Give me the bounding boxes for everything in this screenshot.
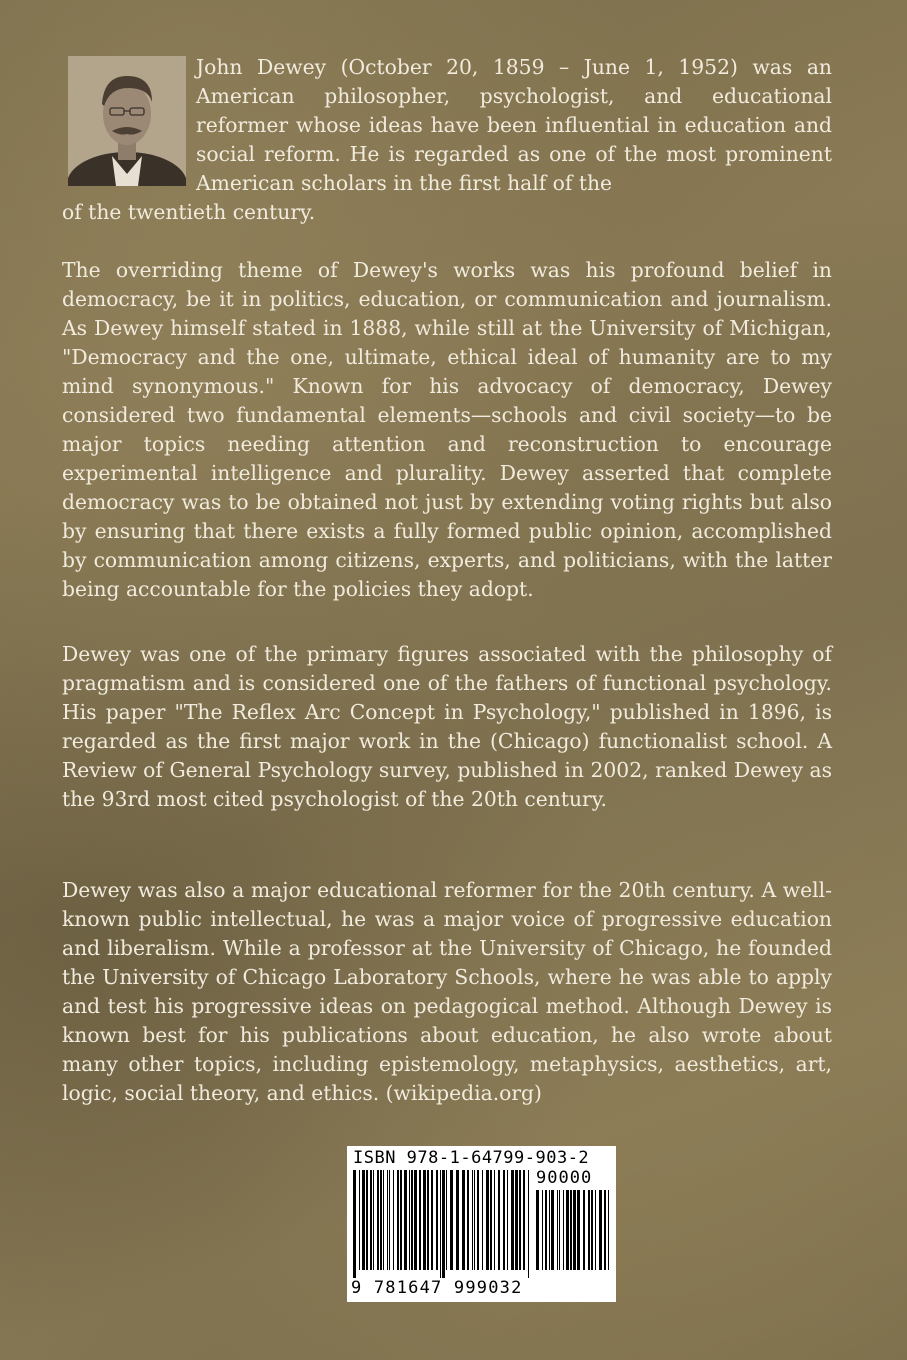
barcode-bar — [515, 1170, 518, 1270]
barcode-bar — [549, 1190, 550, 1270]
barcode-bar — [436, 1170, 438, 1270]
barcode-bar — [599, 1190, 602, 1270]
barcode-bar — [519, 1170, 521, 1270]
barcode-bar — [477, 1170, 479, 1270]
barcode-bar — [370, 1170, 372, 1270]
barcode-bar — [507, 1170, 508, 1270]
barcode-bar — [566, 1190, 569, 1270]
ean-bars — [353, 1170, 529, 1278]
barcode-bar — [440, 1170, 441, 1278]
barcode-bar — [573, 1190, 576, 1270]
barcode-bar — [523, 1170, 525, 1270]
barcode-bar — [511, 1170, 514, 1270]
barcode-bar — [397, 1170, 399, 1270]
barcode-bar — [595, 1190, 596, 1270]
ean-number: 9 781647 999032 — [351, 1278, 523, 1298]
barcode-bar — [427, 1170, 429, 1270]
barcode-bar — [494, 1170, 495, 1270]
barcode-bar — [353, 1170, 356, 1278]
barcode-bar — [542, 1190, 543, 1270]
barcode-bar — [536, 1190, 539, 1270]
author-portrait-image — [68, 56, 186, 186]
barcode-bar — [588, 1190, 590, 1270]
barcode-bar — [389, 1170, 390, 1270]
barcode-bar — [551, 1190, 554, 1270]
addon-bars — [536, 1190, 610, 1278]
barcode-bar — [528, 1170, 529, 1278]
barcode-bar — [482, 1170, 483, 1270]
barcode-bar — [423, 1170, 426, 1270]
bio-paragraph-1-continuation: of the twentieth century. — [62, 200, 316, 224]
author-portrait — [68, 56, 186, 186]
barcode-bar — [411, 1170, 413, 1270]
barcode-bar — [362, 1170, 365, 1270]
barcode-bar — [400, 1170, 402, 1270]
barcode-bar — [591, 1190, 593, 1270]
barcode-bar — [570, 1190, 572, 1270]
barcode-bar — [498, 1170, 500, 1270]
barcode-bar — [604, 1190, 606, 1270]
barcode-bar — [377, 1170, 379, 1270]
bio-paragraph-4: Dewey was also a major educational reformer for the 20th century. A well-known public intellectual, he was a major voice of progressive education and liberalism. While a professor at the University of Chicago, he founded the University of Chicago Laboratory Schools, where he was able to apply and test his progressive ideas on pedagogical method. Although Dewey is known best for his publications about education, he also wrote about many other topics, including epistemology, metaphysics, aesthetics, art, logic, social theory, and ethics. (wikipedia.org) — [62, 878, 832, 1105]
barcode-bar — [419, 1170, 421, 1270]
barcode-bar — [442, 1170, 445, 1278]
isbn-barcode — [347, 1146, 616, 1302]
barcode-bar — [472, 1170, 473, 1270]
barcode-bar — [373, 1170, 374, 1270]
barcode-bar — [393, 1170, 394, 1270]
barcode-bar — [450, 1170, 453, 1270]
barcode-bar — [409, 1170, 410, 1270]
barcode-bar — [486, 1170, 489, 1270]
price-code: 90000 — [536, 1168, 593, 1188]
barcode-bar — [456, 1170, 459, 1270]
barcode-bar — [490, 1170, 492, 1270]
barcode-bar — [383, 1170, 384, 1270]
barcode-bar — [404, 1170, 407, 1270]
barcode-bar — [559, 1190, 560, 1270]
barcode-bar — [462, 1170, 465, 1270]
barcode-bar — [503, 1170, 505, 1270]
bio-paragraph-2: The overriding theme of Dewey's works was his profound belief in democracy, be it in politics, education, or communication and journalism. As Dewey himself stated in 1888, while still at the University of Michigan, "Democracy and the one, ultimate, ethical ideal of humanity are to my mind synonymous." Known for his advocacy of democracy, Dewey considered two fundamental elements—schools and civil society—to be major topics needing attention and reconstruction to encourage experimental intelligence and plurality. Dewey asserted that complete democracy was to be obtained not just by extending voting rights but also by ensuring that there exists a fully formed public opinion, accomplished by communication among citizens, experts, and politicians, with the latter being accountable for the policies they adopt. — [62, 258, 832, 601]
barcode-bar — [366, 1170, 368, 1270]
barcode-bar — [545, 1190, 547, 1270]
isbn-label: ISBN 978-1-64799-903-2 — [353, 1148, 590, 1168]
barcode-bar — [557, 1190, 558, 1270]
barcode-bar — [431, 1170, 433, 1270]
barcode-bar — [563, 1190, 564, 1270]
bio-paragraph-1: John Dewey (October 20, 1859 – June 1, 1952) was an American philosopher, psychologist, and educational reformer whose ideas have been influential in education and social reform. He is regarded as one of the most prominent American scholars in the first half of the — [196, 55, 832, 195]
barcode-bar — [474, 1170, 475, 1270]
barcode-bar — [577, 1190, 580, 1270]
barcode-bar — [608, 1190, 609, 1270]
barcode-bar — [380, 1170, 382, 1270]
barcode-bar — [583, 1190, 585, 1270]
barcode-bar — [387, 1170, 388, 1270]
barcode-bar — [467, 1170, 469, 1270]
barcode-bar — [446, 1170, 447, 1270]
barcode-bar — [359, 1170, 360, 1270]
barcode-bar — [414, 1170, 417, 1270]
bio-paragraph-3: Dewey was one of the primary figures associated with the philosophy of pragmatism and is considered one of the fathers of functional psychology. His paper "The Reflex Arc Concept in Psychology," published in 1896, is regarded as the first major work in the (Chicago) functionalist school. A Review of General Psychology survey, published in 2002, ranked Dewey as the 93rd most cited psychologist of the 20th century. — [62, 642, 832, 811]
